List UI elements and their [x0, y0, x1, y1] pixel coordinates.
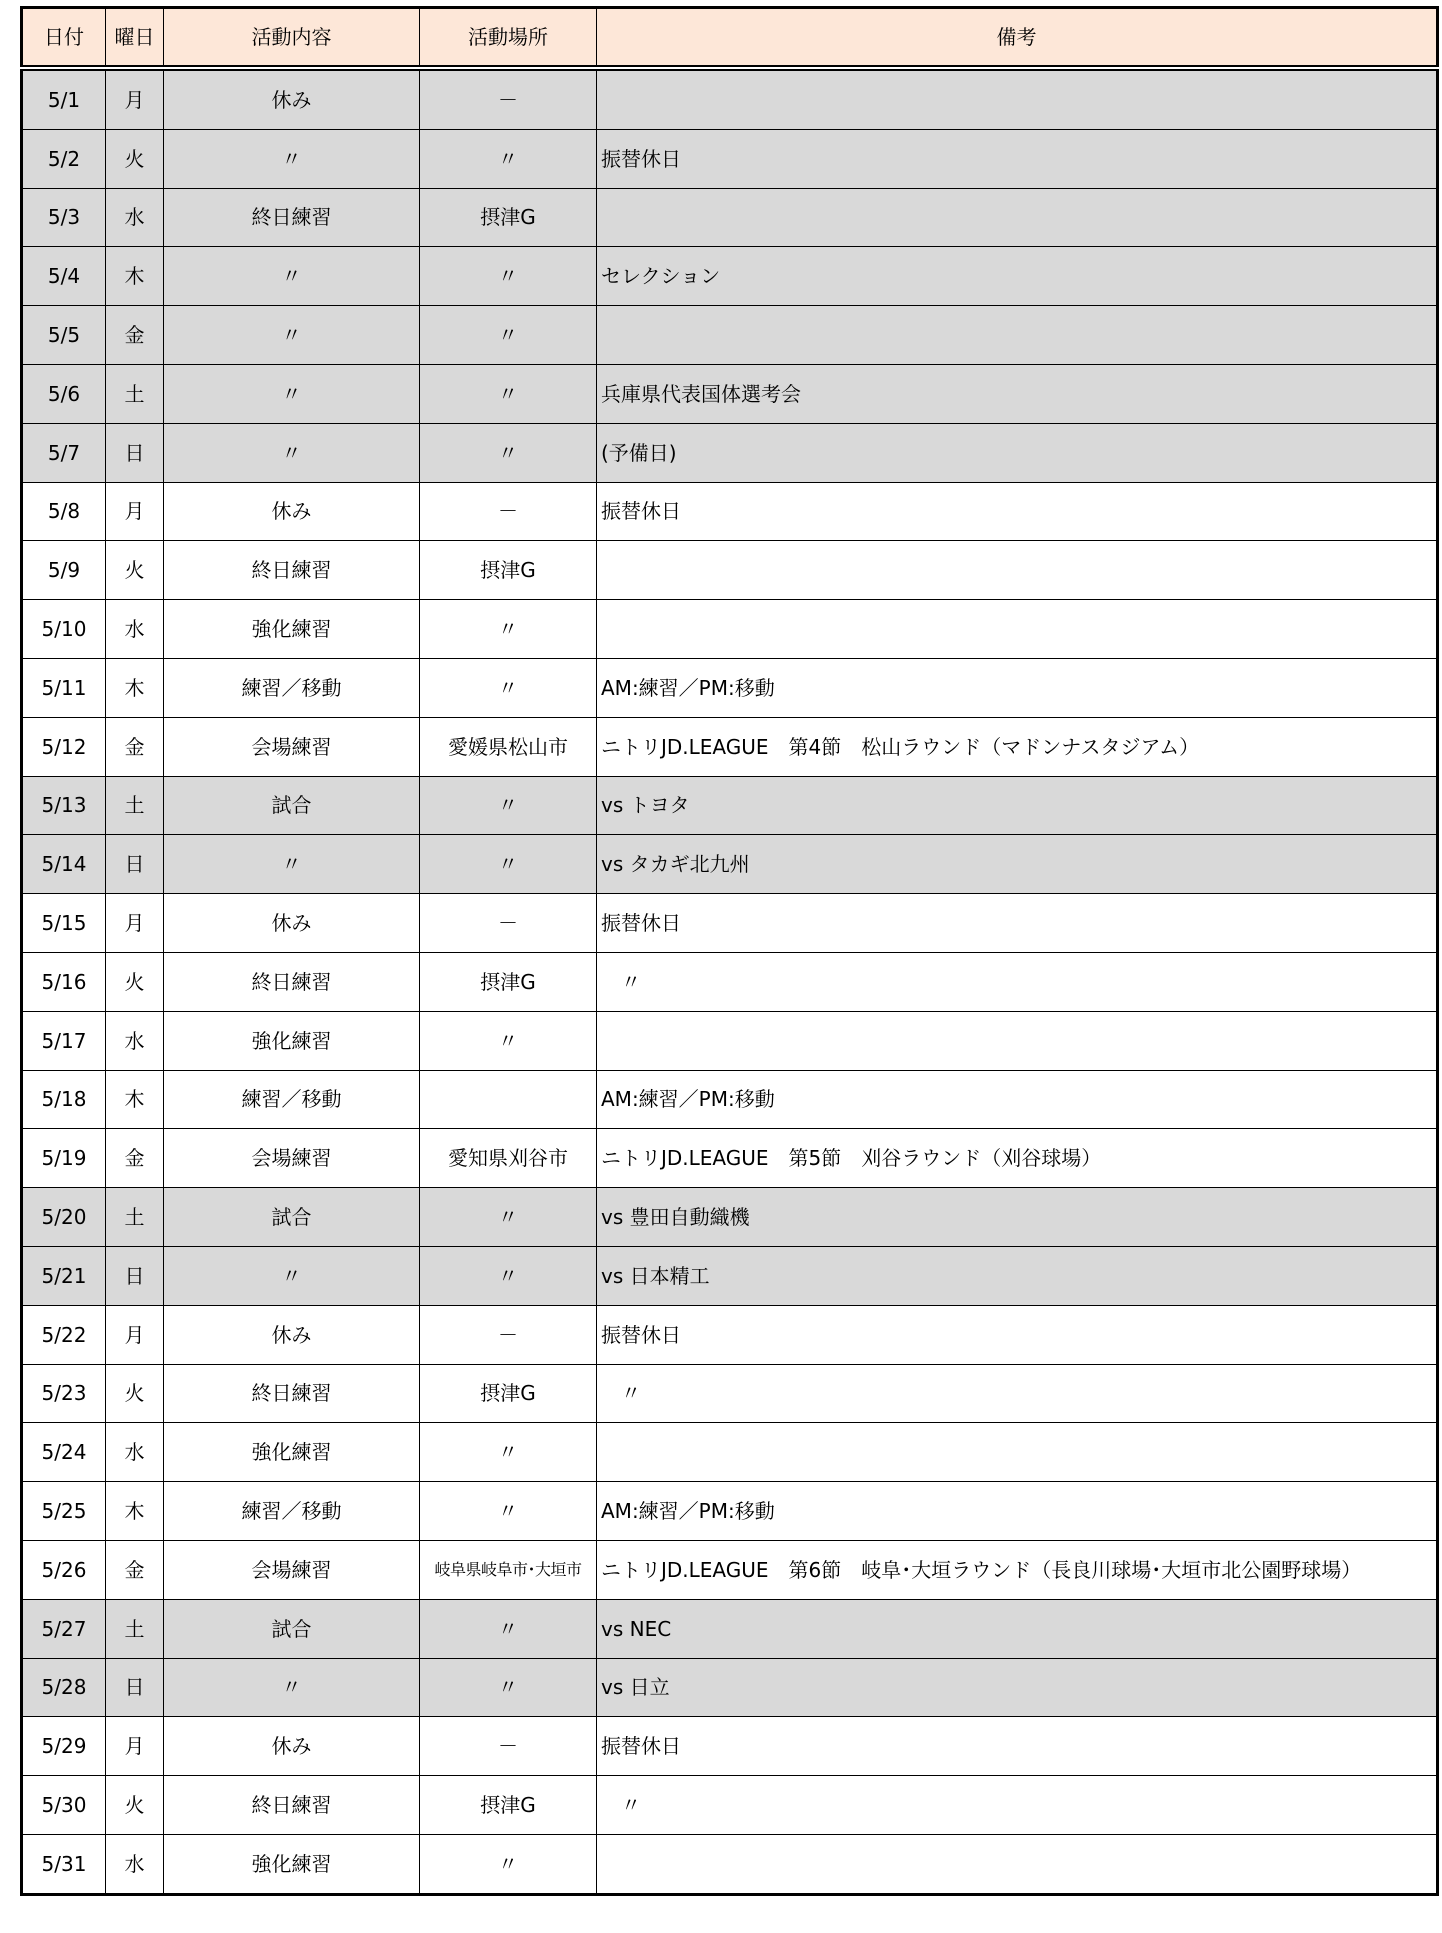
cell-activity: 〃 [164, 306, 420, 365]
cell-location: － [420, 1717, 597, 1776]
cell-day-of-week: 金 [106, 717, 164, 776]
header-row [22, 8, 1438, 69]
header-location: 活動場所 [420, 8, 597, 69]
cell-date: 5/25 [22, 1482, 106, 1541]
cell-location: 摂津G [420, 1776, 597, 1835]
cell-location: 摂津G [420, 188, 597, 247]
cell-note: AM:練習／PM:移動 [597, 658, 1438, 717]
cell-date: 5/21 [22, 1246, 106, 1305]
table-row [22, 1423, 1438, 1482]
cell-date: 5/23 [22, 1364, 106, 1423]
cell-note: ニトリJD.LEAGUE 第4節 松山ラウンド（マドンナスタジアム） [597, 717, 1438, 776]
cell-day-of-week: 木 [106, 247, 164, 306]
table-row [22, 1305, 1438, 1364]
cell-day-of-week: 火 [106, 1364, 164, 1423]
cell-location: 〃 [420, 364, 597, 423]
cell-location: 〃 [420, 658, 597, 717]
cell-activity: 強化練習 [164, 1423, 420, 1482]
cell-note [597, 1423, 1438, 1482]
table-row [22, 541, 1438, 600]
cell-day-of-week: 月 [106, 482, 164, 541]
cell-date: 5/26 [22, 1540, 106, 1599]
cell-activity: 〃 [164, 835, 420, 894]
schedule-table [20, 6, 1439, 1896]
table-row [22, 247, 1438, 306]
cell-note: 振替休日 [597, 1305, 1438, 1364]
cell-note: 〃 [597, 1364, 1438, 1423]
cell-location: 〃 [420, 129, 597, 188]
cell-activity: 休み [164, 482, 420, 541]
cell-activity: 休み [164, 1305, 420, 1364]
cell-note [597, 1834, 1438, 1894]
cell-note [597, 306, 1438, 365]
cell-date: 5/19 [22, 1129, 106, 1188]
cell-location: 〃 [420, 1011, 597, 1070]
cell-activity: 強化練習 [164, 1834, 420, 1894]
cell-note: セレクション [597, 247, 1438, 306]
cell-location: － [420, 482, 597, 541]
table-row [22, 717, 1438, 776]
cell-activity: 試合 [164, 1188, 420, 1247]
cell-date: 5/12 [22, 717, 106, 776]
table-row [22, 776, 1438, 835]
cell-location: 〃 [420, 600, 597, 659]
cell-date: 5/5 [22, 306, 106, 365]
table-row [22, 1246, 1438, 1305]
cell-note [597, 541, 1438, 600]
cell-date: 5/29 [22, 1717, 106, 1776]
cell-note [597, 68, 1438, 129]
cell-date: 5/13 [22, 776, 106, 835]
cell-activity: 休み [164, 68, 420, 129]
table-row [22, 1776, 1438, 1835]
cell-day-of-week: 火 [106, 129, 164, 188]
cell-activity: 〃 [164, 1658, 420, 1717]
cell-day-of-week: 月 [106, 1717, 164, 1776]
cell-activity: 〃 [164, 423, 420, 482]
header-day-of-week: 曜日 [106, 8, 164, 69]
schedule-body [22, 68, 1438, 1894]
cell-day-of-week: 金 [106, 306, 164, 365]
cell-location: 摂津G [420, 952, 597, 1011]
table-row [22, 306, 1438, 365]
table-row [22, 188, 1438, 247]
table-row [22, 364, 1438, 423]
cell-date: 5/18 [22, 1070, 106, 1129]
cell-location: 〃 [420, 1834, 597, 1894]
cell-activity: 〃 [164, 1246, 420, 1305]
cell-location: 〃 [420, 247, 597, 306]
cell-date: 5/27 [22, 1599, 106, 1658]
table-row [22, 1599, 1438, 1658]
cell-date: 5/2 [22, 129, 106, 188]
cell-note [597, 188, 1438, 247]
cell-location: 愛媛県松山市 [420, 717, 597, 776]
cell-day-of-week: 水 [106, 600, 164, 659]
cell-activity: 会場練習 [164, 1540, 420, 1599]
cell-date: 5/14 [22, 835, 106, 894]
table-row [22, 1717, 1438, 1776]
cell-date: 5/17 [22, 1011, 106, 1070]
cell-note [597, 1011, 1438, 1070]
cell-activity: 〃 [164, 129, 420, 188]
cell-day-of-week: 月 [106, 894, 164, 953]
cell-day-of-week: 日 [106, 1246, 164, 1305]
cell-location: － [420, 894, 597, 953]
table-row [22, 1070, 1438, 1129]
cell-activity: 練習／移動 [164, 1482, 420, 1541]
cell-date: 5/24 [22, 1423, 106, 1482]
cell-note: 振替休日 [597, 482, 1438, 541]
cell-note: 兵庫県代表国体選考会 [597, 364, 1438, 423]
cell-location: 〃 [420, 776, 597, 835]
cell-note: ニトリJD.LEAGUE 第5節 刈谷ラウンド（刈谷球場） [597, 1129, 1438, 1188]
cell-date: 5/10 [22, 600, 106, 659]
cell-day-of-week: 火 [106, 952, 164, 1011]
cell-day-of-week: 月 [106, 1305, 164, 1364]
cell-location: 〃 [420, 306, 597, 365]
cell-activity: 強化練習 [164, 600, 420, 659]
cell-activity: 会場練習 [164, 1129, 420, 1188]
cell-location: 摂津G [420, 541, 597, 600]
cell-location: 愛知県刈谷市 [420, 1129, 597, 1188]
table-row [22, 658, 1438, 717]
cell-note: 振替休日 [597, 129, 1438, 188]
cell-date: 5/16 [22, 952, 106, 1011]
cell-location: 〃 [420, 423, 597, 482]
table-row [22, 600, 1438, 659]
cell-note: vs 日本精工 [597, 1246, 1438, 1305]
cell-note: AM:練習／PM:移動 [597, 1070, 1438, 1129]
cell-location: 〃 [420, 1599, 597, 1658]
cell-day-of-week: 火 [106, 1776, 164, 1835]
cell-day-of-week: 土 [106, 1188, 164, 1247]
cell-note: vs タカギ北九州 [597, 835, 1438, 894]
cell-date: 5/11 [22, 658, 106, 717]
cell-activity: 休み [164, 1717, 420, 1776]
cell-activity: 〃 [164, 247, 420, 306]
cell-activity: 終日練習 [164, 541, 420, 600]
cell-note: (予備日) [597, 423, 1438, 482]
cell-note: AM:練習／PM:移動 [597, 1482, 1438, 1541]
cell-date: 5/31 [22, 1834, 106, 1894]
cell-activity: 練習／移動 [164, 1070, 420, 1129]
cell-activity: 強化練習 [164, 1011, 420, 1070]
header-activity: 活動内容 [164, 8, 420, 69]
schedule-sheet [20, 6, 1438, 1896]
cell-day-of-week: 日 [106, 1658, 164, 1717]
cell-date: 5/9 [22, 541, 106, 600]
cell-date: 5/7 [22, 423, 106, 482]
cell-location: 〃 [420, 1482, 597, 1541]
cell-note: 〃 [597, 1776, 1438, 1835]
cell-day-of-week: 土 [106, 776, 164, 835]
table-row [22, 423, 1438, 482]
table-row [22, 1834, 1438, 1894]
cell-day-of-week: 日 [106, 423, 164, 482]
cell-date: 5/15 [22, 894, 106, 953]
header-date: 日付 [22, 8, 106, 69]
cell-day-of-week: 土 [106, 1599, 164, 1658]
cell-day-of-week: 木 [106, 658, 164, 717]
cell-day-of-week: 金 [106, 1129, 164, 1188]
cell-date: 5/3 [22, 188, 106, 247]
cell-activity: 試合 [164, 776, 420, 835]
cell-location: 摂津G [420, 1364, 597, 1423]
cell-day-of-week: 金 [106, 1540, 164, 1599]
cell-date: 5/6 [22, 364, 106, 423]
table-row [22, 835, 1438, 894]
cell-day-of-week: 火 [106, 541, 164, 600]
cell-date: 5/30 [22, 1776, 106, 1835]
cell-note: vs 日立 [597, 1658, 1438, 1717]
cell-location [420, 1070, 597, 1129]
table-row [22, 1540, 1438, 1599]
cell-note: 振替休日 [597, 894, 1438, 953]
cell-day-of-week: 月 [106, 68, 164, 129]
cell-location: 〃 [420, 1246, 597, 1305]
cell-date: 5/28 [22, 1658, 106, 1717]
cell-day-of-week: 水 [106, 1834, 164, 1894]
table-row [22, 894, 1438, 953]
cell-location: － [420, 68, 597, 129]
cell-location: 〃 [420, 1188, 597, 1247]
table-row [22, 1188, 1438, 1247]
cell-note: vs NEC [597, 1599, 1438, 1658]
table-row [22, 1129, 1438, 1188]
cell-activity: 終日練習 [164, 1364, 420, 1423]
cell-activity: 終日練習 [164, 188, 420, 247]
cell-day-of-week: 水 [106, 1011, 164, 1070]
cell-note [597, 600, 1438, 659]
cell-date: 5/4 [22, 247, 106, 306]
cell-day-of-week: 木 [106, 1482, 164, 1541]
table-row [22, 1364, 1438, 1423]
cell-activity: 〃 [164, 364, 420, 423]
cell-activity: 休み [164, 894, 420, 953]
table-row [22, 1658, 1438, 1717]
table-row [22, 1011, 1438, 1070]
cell-activity: 終日練習 [164, 952, 420, 1011]
cell-day-of-week: 水 [106, 188, 164, 247]
cell-location: － [420, 1305, 597, 1364]
cell-date: 5/1 [22, 68, 106, 129]
cell-note: vs トヨタ [597, 776, 1438, 835]
table-row [22, 482, 1438, 541]
cell-activity: 練習／移動 [164, 658, 420, 717]
cell-location: 岐阜県岐阜市･大垣市 [420, 1540, 597, 1599]
cell-location: 〃 [420, 835, 597, 894]
cell-location: 〃 [420, 1658, 597, 1717]
cell-day-of-week: 日 [106, 835, 164, 894]
cell-activity: 試合 [164, 1599, 420, 1658]
cell-date: 5/8 [22, 482, 106, 541]
cell-location: 〃 [420, 1423, 597, 1482]
cell-day-of-week: 土 [106, 364, 164, 423]
cell-note: ニトリJD.LEAGUE 第6節 岐阜･大垣ラウンド（長良川球場･大垣市北公園野球場） [597, 1540, 1438, 1599]
cell-activity: 終日練習 [164, 1776, 420, 1835]
cell-activity: 会場練習 [164, 717, 420, 776]
table-row [22, 1482, 1438, 1541]
table-row [22, 68, 1438, 129]
cell-note: 振替休日 [597, 1717, 1438, 1776]
header-note: 備考 [597, 8, 1438, 69]
cell-note: 〃 [597, 952, 1438, 1011]
table-row [22, 952, 1438, 1011]
cell-date: 5/20 [22, 1188, 106, 1247]
cell-date: 5/22 [22, 1305, 106, 1364]
cell-note: vs 豊田自動織機 [597, 1188, 1438, 1247]
table-row [22, 129, 1438, 188]
cell-day-of-week: 木 [106, 1070, 164, 1129]
cell-day-of-week: 水 [106, 1423, 164, 1482]
